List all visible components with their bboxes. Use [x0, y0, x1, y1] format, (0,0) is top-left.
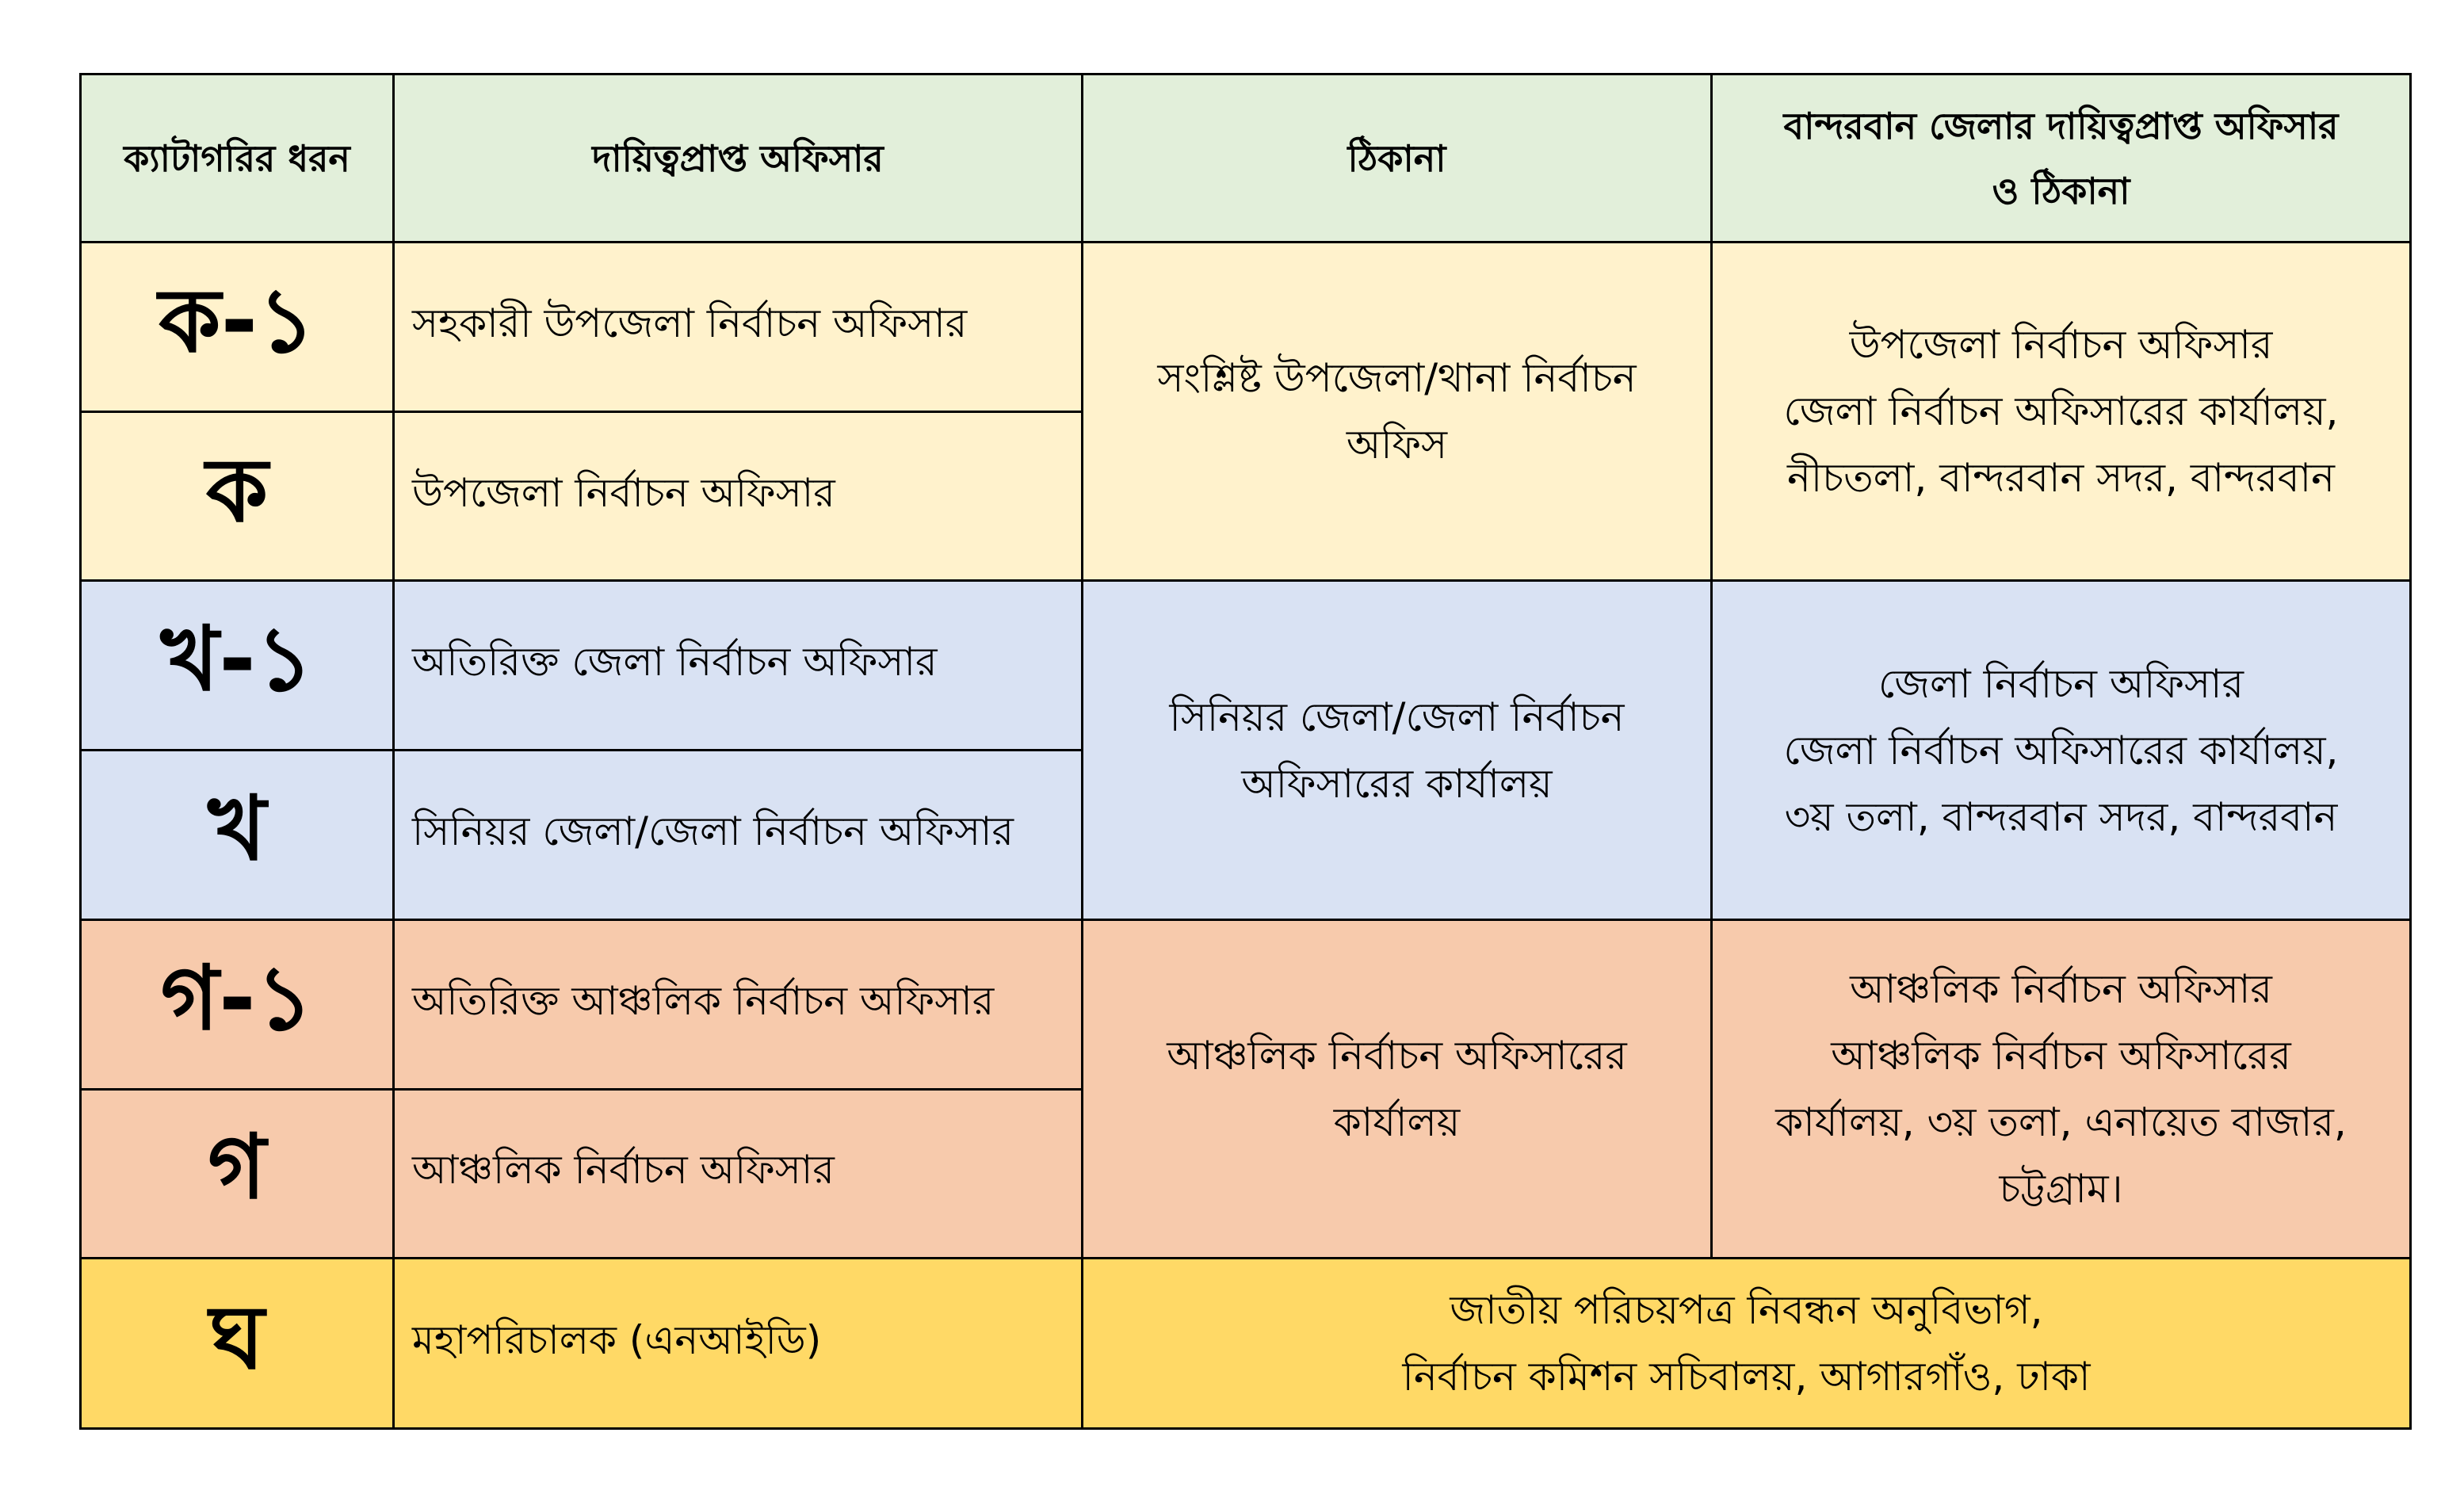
officer-cell: সহকারী উপজেলা নির্বাচন অফিসার	[394, 243, 1083, 412]
officer-cell: মহাপরিচালক (এনআইডি)	[394, 1259, 1083, 1429]
district-line: জেলা নির্বাচন অফিসারের কার্যালয়,	[1783, 388, 2339, 435]
address-line: সিনিয়র জেলা/জেলা নির্বাচন	[1169, 693, 1625, 740]
address-line: আঞ্চলিক নির্বাচন অফিসারের	[1167, 1033, 1627, 1079]
district-line: চট্টগ্রাম।	[1999, 1166, 2123, 1213]
address-cell	[1083, 243, 1712, 581]
officer-cell: সিনিয়র জেলা/জেলা নির্বাচন অফিসার	[394, 751, 1083, 920]
officer-cell: অতিরিক্ত আঞ্চলিক নির্বাচন অফিসার	[394, 919, 1083, 1089]
officer-cell: উপজেলা নির্বাচন অফিসার	[394, 411, 1083, 581]
district-line: জেলা নির্বাচন অফিসার	[1878, 660, 2244, 707]
district-line: ৩য় তলা, বান্দরবান সদর, বান্দরবান	[1784, 793, 2338, 840]
category-cell: ঘ	[81, 1259, 394, 1429]
category-cell: ক	[81, 411, 394, 581]
district-line: নীচতলা, বান্দরবান সদর, বান্দরবান	[1787, 455, 2335, 502]
category-cell: গ	[81, 1089, 394, 1259]
table-header-row	[81, 74, 2411, 243]
header-district-officer	[1712, 74, 2411, 243]
address-cell	[1083, 919, 1712, 1258]
category-cell: খ-১	[81, 581, 394, 751]
district-officer-cell	[1712, 243, 2411, 581]
address-cell	[1083, 1259, 2411, 1429]
category-cell: খ	[81, 751, 394, 920]
address-line: অফিস	[1346, 422, 1448, 468]
address-line: সংশ্লিষ্ট উপজেলা/থানা নির্বাচন	[1157, 355, 1637, 402]
address-line: নির্বাচন কমিশন সচিবালয়, আগারগাঁও, ঢাকা	[1402, 1354, 2091, 1400]
officer-cell: আঞ্চলিক নির্বাচন অফিসার	[394, 1089, 1083, 1259]
district-line: জেলা নির্বাচন অফিসারের কার্যালয়,	[1783, 727, 2339, 774]
header-district-officer-line: বান্দরবান জেলার দায়িত্বপ্রাপ্ত অফিসার	[1783, 104, 2339, 147]
header-address: ঠিকানা	[1083, 74, 1712, 243]
address-line: জাতীয় পরিচয়পত্র নিবন্ধন অনুবিভাগ,	[1450, 1287, 2043, 1334]
district-line: আঞ্চলিক নির্বাচন অফিসার	[1850, 966, 2272, 1013]
officer-cell: অতিরিক্ত জেলা নির্বাচন অফিসার	[394, 581, 1083, 751]
district-line: আঞ্চলিক নির্বাচন অফিসারের	[1831, 1033, 2291, 1079]
address-line: অফিসারের কার্যালয়	[1241, 760, 1553, 807]
address-cell	[1083, 581, 1712, 919]
district-line: কার্যালয়, ৩য় তলা, এনায়েত বাজার,	[1775, 1099, 2347, 1146]
table-row	[81, 919, 2411, 1089]
table-row	[81, 1259, 2411, 1429]
header-district-officer-line: ও ঠিকানা	[1992, 169, 2130, 212]
table-row	[81, 581, 2411, 751]
category-cell: গ-১	[81, 919, 394, 1089]
district-officer-cell	[1712, 919, 2411, 1258]
category-cell: ক-১	[81, 243, 394, 412]
officer-address-table	[79, 73, 2412, 1430]
district-officer-cell	[1712, 581, 2411, 919]
address-line: কার্যালয়	[1333, 1099, 1461, 1146]
header-category: ক্যাটাগরির ধরন	[81, 74, 394, 243]
district-line: উপজেলা নির্বাচন অফিসার	[1849, 322, 2273, 369]
header-officer: দায়িত্বপ্রাপ্ত অফিসার	[394, 74, 1083, 243]
table-row	[81, 243, 2411, 412]
